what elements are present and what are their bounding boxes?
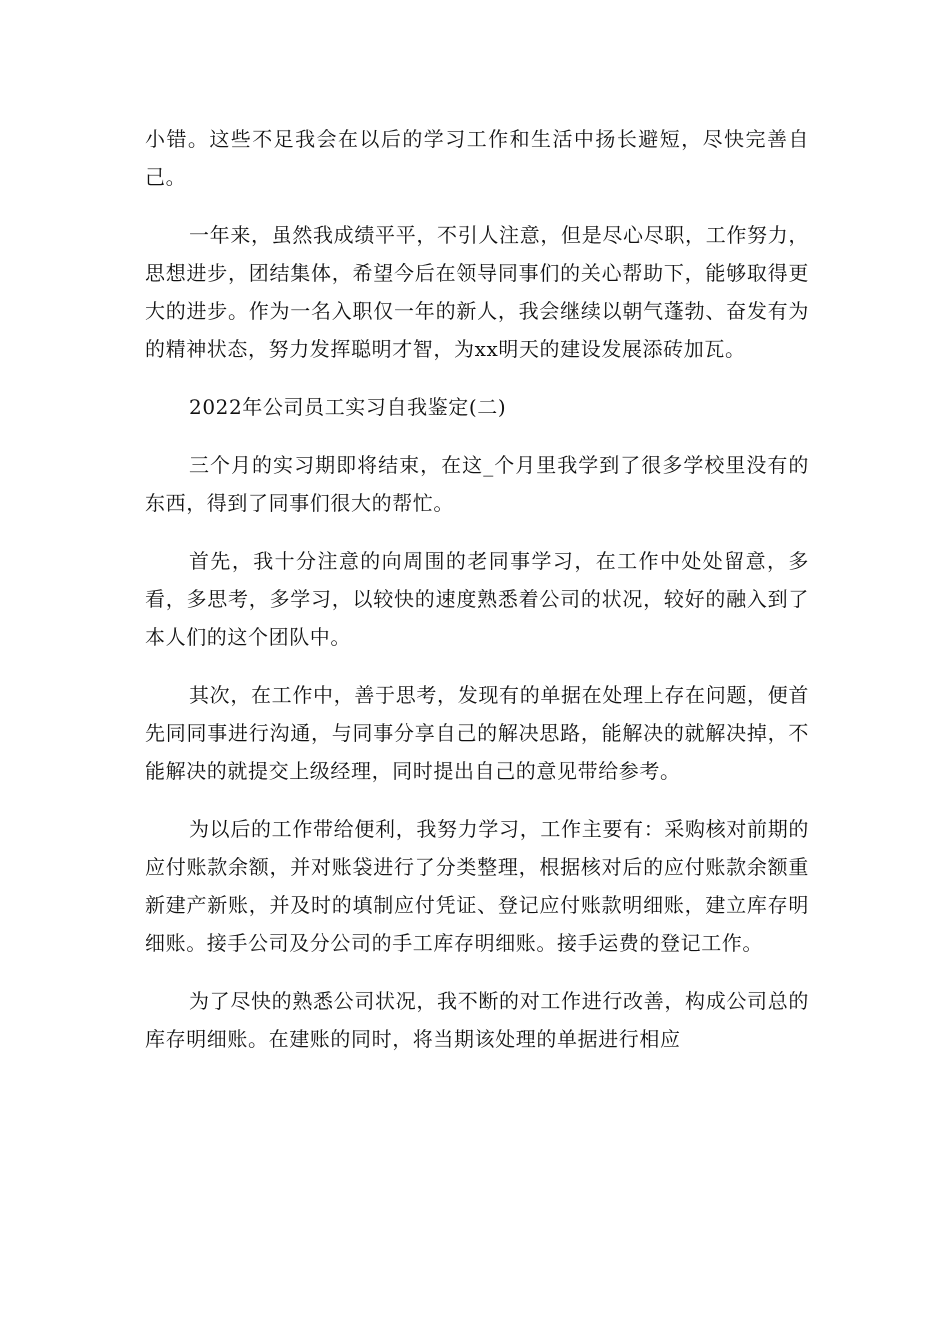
- paragraph-improvement: 为了尽快的熟悉公司状况，我不断的对工作进行改善，构成公司总的库存明细账。在建账的同时，将当期该处理的单据进行相应: [145, 989, 809, 1051]
- document-body: [145, 120, 809, 1078]
- paragraph-year-summary: 一年来，虽然我成绩平平，不引人注意，但是尽心尽职，工作努力，思想进步，团结集体，希望今后在领导同事们的关心帮助下，能够取得更大的进步。作为一名入职仅一年的新人，我会继续以朝气蓬勃、奋发有为的精神状态，努力发挥聪明才智，为xx明天的建设发展添砖加瓦。: [145, 223, 809, 361]
- section-heading: 2022年公司员工实习自我鉴定(二): [189, 395, 507, 419]
- paragraph-second-point: 其次，在工作中，善于思考，发现有的单据在处理上存在问题，便首先同同事进行沟通，与同事分享自己的解决思路，能解决的就解决掉，不能解决的就提交上级经理，同时提出自己的意见带给参考。: [145, 683, 809, 783]
- paragraph-internship-intro: 三个月的实习期即将结束，在这_个月里我学到了很多学校里没有的东西，得到了同事们很大的帮忙。: [145, 453, 809, 515]
- paragraph-continuation: 小错。这些不足我会在以后的学习工作和生活中扬长避短，尽快完善自己。: [145, 127, 809, 189]
- paragraph-first-point: 首先，我十分注意的向周围的老同事学习，在工作中处处留意，多看，多思考，多学习，以较快的速度熟悉着公司的状况，较好的融入到了本人们的这个团队中。: [145, 549, 809, 649]
- paragraph-work-duties: 为以后的工作带给便利，我努力学习，工作主要有：采购核对前期的应付账款余额，并对账袋进行了分类整理，根据核对后的应付账款余额重新建产新账，并及时的填制应付凭证、登记应付账款明细账，建立库存明细账。接手公司及分公司的手工库存明细账。接手运费的登记工作。: [145, 817, 809, 955]
